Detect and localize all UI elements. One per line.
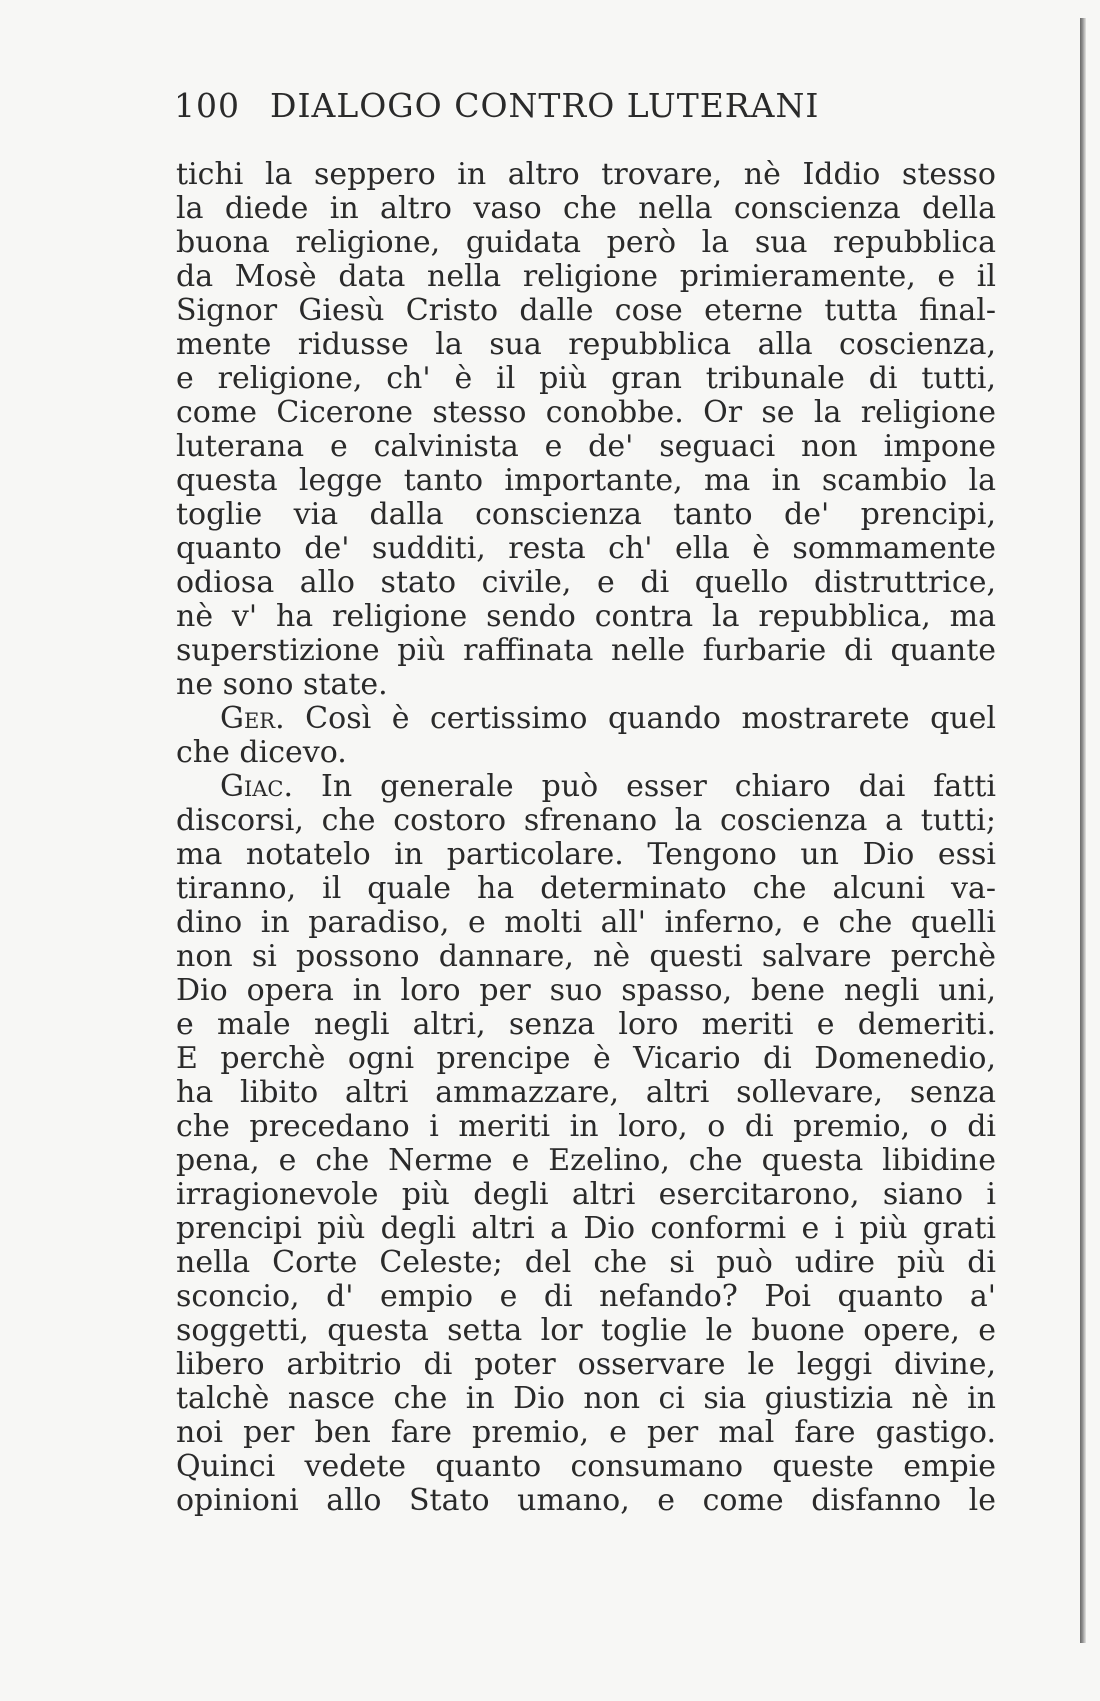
text-line (176, 1450, 996, 1484)
text-line (176, 1484, 996, 1518)
line-text: che dicevo. (176, 736, 347, 770)
text-line (176, 872, 996, 906)
text-line (176, 600, 996, 634)
line-text: mente ridusse la sua repubblica alla coscienza, (176, 328, 996, 362)
line-text: nè v' ha religione sendo contra la repubblica, ma (176, 600, 996, 634)
line-text: Dio opera in loro per suo spasso, bene negli uni, (176, 974, 996, 1008)
line-text: che precedano i meriti in loro, o di premio, o di (176, 1110, 996, 1144)
line-text: ha libito altri ammazzare, altri sollevare, senza (176, 1076, 996, 1110)
line-text: Così è certissimo quando mostrarete quel (284, 702, 996, 736)
text-line (176, 566, 996, 600)
line-text: ma notatelo in particolare. Tengono un Dio essi (176, 838, 996, 872)
page-number: 100 (174, 86, 240, 125)
text-line (176, 974, 996, 1008)
text-line (176, 804, 996, 838)
body-text (176, 158, 996, 1518)
text-line (176, 940, 996, 974)
text-line (176, 1212, 996, 1246)
text-line (176, 532, 996, 566)
text-line (176, 328, 996, 362)
line-text: questa legge tanto importante, ma in scambio la (176, 464, 996, 498)
line-text: soggetti, questa setta lor toglie le buone opere, e (176, 1314, 996, 1348)
line-text: In generale può esser chiaro dai fatti (293, 770, 996, 804)
running-title: DIALOGO CONTRO LUTERANI (270, 86, 820, 125)
line-text: da Mosè data nella religione primieramente, e il (176, 260, 996, 294)
text-line (176, 1382, 996, 1416)
line-text: quanto de' sudditi, resta ch' ella è sommamente (176, 532, 996, 566)
line-text: tiranno, il quale ha determinato che alcuni va- (176, 872, 996, 906)
text-line (176, 362, 996, 396)
speaker-name: Ger. (220, 702, 285, 736)
text-line (176, 1348, 996, 1382)
line-text: non si possono dannare, nè questi salvare perchè (176, 940, 996, 974)
line-text: luterana e calvinista e de' seguaci non impone (176, 430, 996, 464)
text-line (176, 464, 996, 498)
line-text: Quinci vedete quanto consumano queste empie (176, 1450, 996, 1484)
line-text: sconcio, d' empio e di nefando? Poi quanto a' (176, 1280, 996, 1314)
text-line (176, 838, 996, 872)
line-text: libero arbitrio di poter osservare le leggi divine, (176, 1348, 996, 1382)
text-line (176, 668, 996, 702)
text-line (176, 1416, 996, 1450)
line-text: noi per ben fare premio, e per mal fare gastigo. (176, 1416, 996, 1450)
text-line (176, 906, 996, 940)
line-text: discorsi, che costoro sfrenano la coscienza a tutti; (176, 804, 996, 838)
running-head (174, 86, 1004, 126)
line-text: prencipi più degli altri a Dio conformi e i più grati (176, 1212, 996, 1246)
text-line (176, 1110, 996, 1144)
line-text: superstizione più raffinata nelle furbarie di quante (176, 634, 996, 668)
line-text: la diede in altro vaso che nella conscienza della (176, 192, 996, 226)
line-text: come Cicerone stesso conobbe. Or se la religione (176, 396, 996, 430)
text-line (176, 1042, 996, 1076)
text-line (176, 430, 996, 464)
text-line (176, 1314, 996, 1348)
text-line (176, 770, 996, 804)
text-line (176, 736, 996, 770)
text-line (176, 1280, 996, 1314)
line-text: tichi la seppero in altro trovare, nè Iddio stesso (176, 158, 996, 192)
binding-edge (1080, 18, 1086, 1643)
text-line (176, 1144, 996, 1178)
line-text: odiosa allo stato civile, e di quello distruttrice, (176, 566, 996, 600)
text-line (176, 158, 996, 192)
text-line (176, 396, 996, 430)
line-text: e religione, ch' è il più gran tribunale di tutti, (176, 362, 996, 396)
line-text: e male negli altri, senza loro meriti e demeriti. (176, 1008, 996, 1042)
text-line (176, 192, 996, 226)
line-text: pena, e che Nerme e Ezelino, che questa libidine (176, 1144, 996, 1178)
line-text: dino in paradiso, e molti all' inferno, e che quelli (176, 906, 996, 940)
text-line (176, 702, 996, 736)
text-line (176, 498, 996, 532)
line-text: nella Corte Celeste; del che si può udire più di (176, 1246, 996, 1280)
text-line (176, 1008, 996, 1042)
speaker-name: Giac. (220, 770, 294, 804)
line-text: talchè nasce che in Dio non ci sia giustizia nè in (176, 1382, 996, 1416)
text-line (176, 260, 996, 294)
text-line (176, 634, 996, 668)
text-line (176, 226, 996, 260)
line-text: toglie via dalla conscienza tanto de' prencipi, (176, 498, 996, 532)
line-text: ne sono state. (176, 668, 388, 702)
text-line (176, 294, 996, 328)
line-text: buona religione, guidata però la sua repubblica (176, 226, 996, 260)
text-line (176, 1178, 996, 1212)
line-text: E perchè ogni prencipe è Vicario di Domenedio, (176, 1042, 996, 1076)
text-line (176, 1246, 996, 1280)
line-text: opinioni allo Stato umano, e come disfanno le (176, 1484, 996, 1518)
line-text: irragionevole più degli altri esercitarono, siano i (176, 1178, 996, 1212)
text-line (176, 1076, 996, 1110)
line-text: Signor Giesù Cristo dalle cose eterne tutta final- (176, 294, 996, 328)
